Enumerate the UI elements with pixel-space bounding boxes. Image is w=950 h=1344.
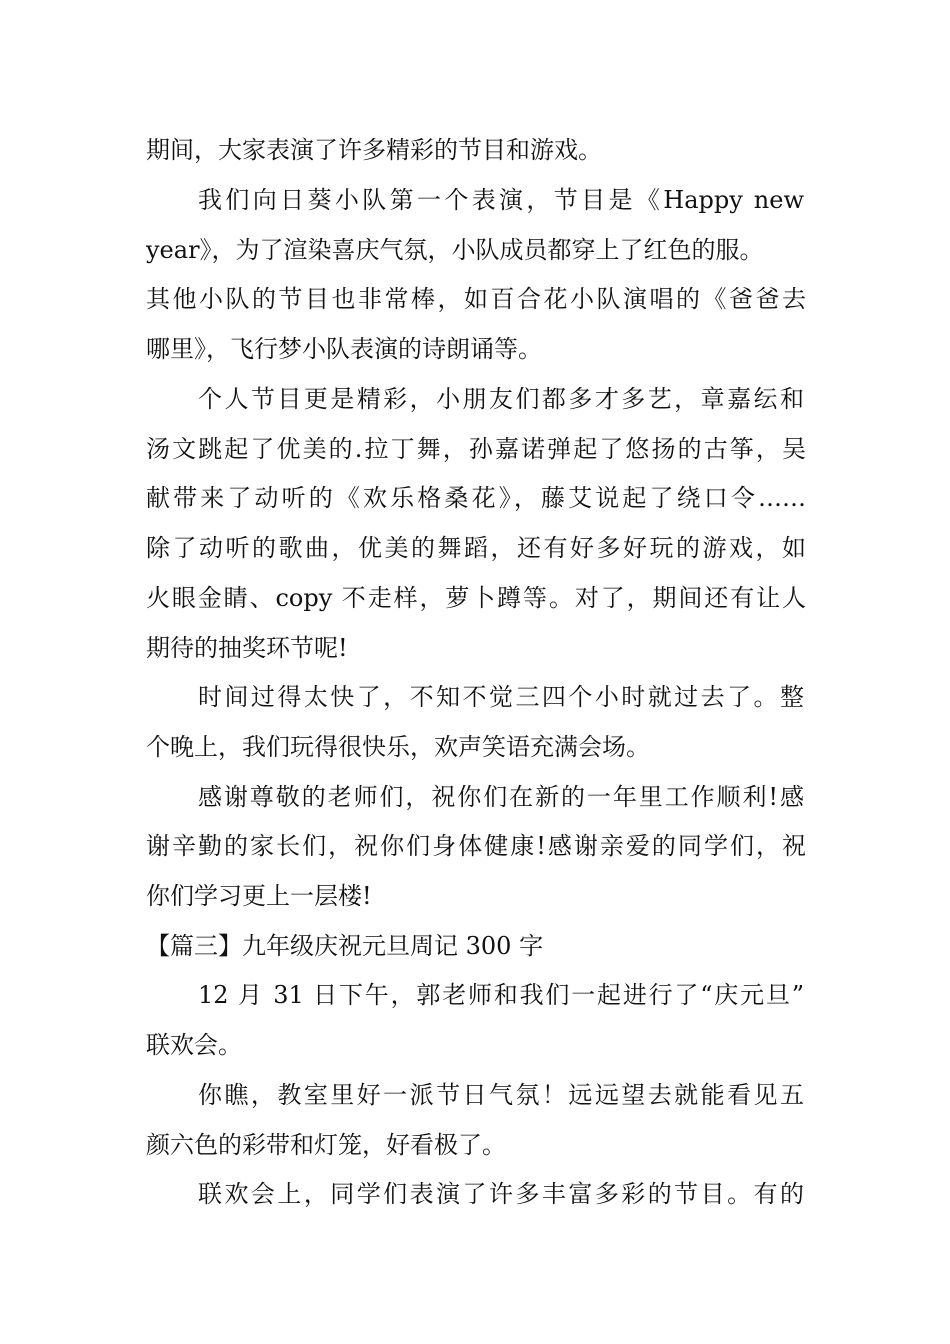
- text-line: year》，为了渲染喜庆气氛，小队成员都穿上了红色的服。: [146, 236, 764, 264]
- text-line: 时间过得太快了，不知不觉三四个小时就过去了。整: [198, 683, 804, 711]
- text-line: 个人节目更是精彩，小朋友们都多才多艺，章嘉纭和: [198, 385, 804, 413]
- text-line: 我们向日葵小队第一个表演，节目是《Happy new: [198, 186, 804, 214]
- text-line: 火眼金睛、copy 不走样，萝卜蹲等。对了，期间还有让人: [146, 584, 806, 612]
- text-line: 哪里》，飞行梦小队表演的诗朗诵等。: [146, 335, 542, 363]
- text-line: 个晚上，我们玩得很快乐，欢声笑语充满会场。: [146, 733, 650, 761]
- text-line: 除了动听的歌曲，优美的舞蹈，还有好多好玩的游戏，如: [146, 534, 806, 562]
- text-line: 期间，大家表演了许多精彩的节目和游戏。: [146, 136, 602, 164]
- text-line: 献带来了动听的《欢乐格桑花》，藤艾说起了绕口令……: [146, 484, 806, 512]
- text-line: 谢辛勤的家长们，祝你们身体健康!感谢亲爱的同学们，祝: [146, 832, 806, 860]
- text-line: 12 月 31 日下午，郭老师和我们一起进行了“庆元旦”: [198, 981, 804, 1009]
- text-line: 联欢会。: [146, 1031, 242, 1059]
- text-line: 联欢会上，同学们表演了许多丰富多彩的节目。有的: [198, 1180, 804, 1208]
- text-line: 你们学习更上一层楼!: [146, 882, 372, 910]
- text-line: 感谢尊敬的老师们，祝你们在新的一年里工作顺利!感: [198, 783, 804, 811]
- text-line: 汤文跳起了优美的.拉丁舞，孙嘉诺弹起了悠扬的古筝，吴: [146, 435, 806, 463]
- text-line: 期待的抽奖环节呢!: [146, 634, 348, 662]
- text-line: 你瞧，教室里好一派节日气氛！远远望去就能看见五: [198, 1081, 804, 1109]
- section-heading: 【篇三】九年级庆祝元旦周记 300 字: [146, 932, 544, 960]
- text-line: 其他小队的节目也非常棒，如百合花小队演唱的《爸爸去: [146, 285, 806, 313]
- text-line: 颜六色的彩带和灯笼，好看极了。: [146, 1131, 506, 1159]
